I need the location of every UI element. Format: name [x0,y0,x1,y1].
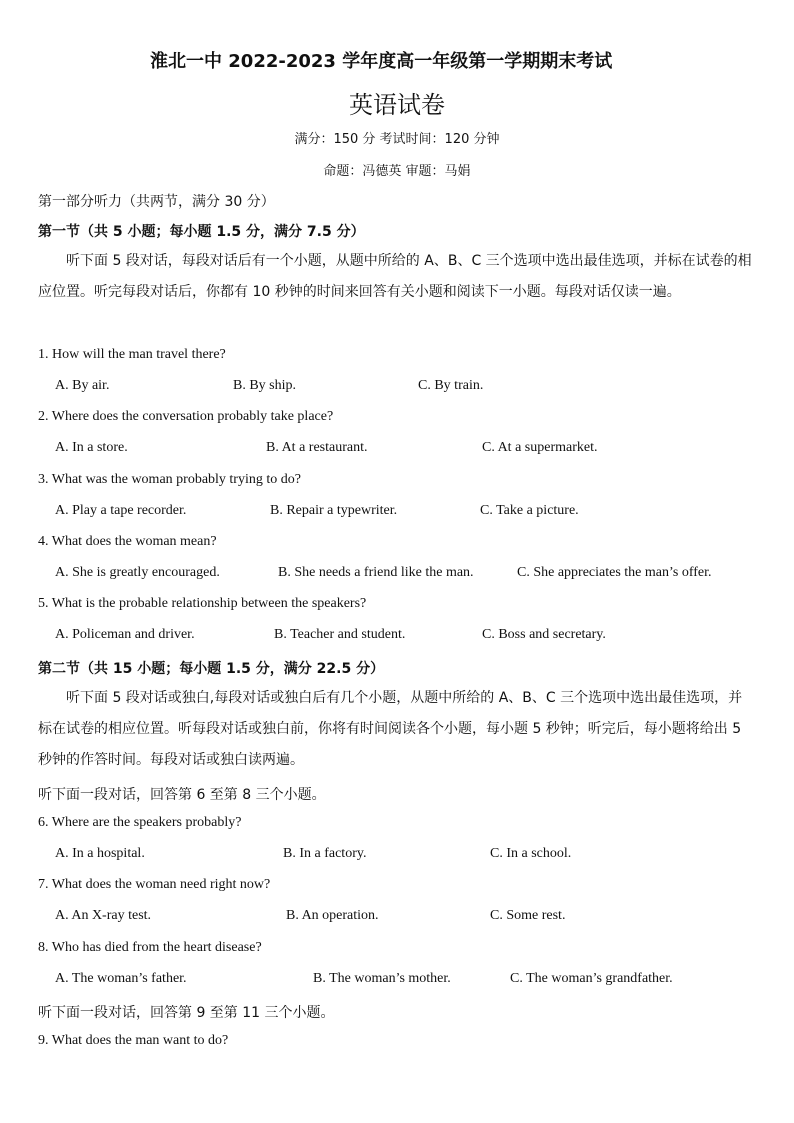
option-b: B. Repair a typewriter. [270,503,398,518]
option-a: A. The woman’s father. [55,971,187,986]
option-b: B. The woman’s mother. [313,971,451,986]
option-a: A. Play a tape recorder. [55,503,187,518]
option-b: B. At a restaurant. [266,440,368,455]
section1-instructions: 听下面 5 段对话，每段对话后有一个小题，从题中所给的 A、B、C 三个选项中选出最佳选项，并标在试卷的相应位置。听完每段对话后，你都有 10 秒钟的时间来回答有关小题和阅读下一小题。每段对话仅读一遍。 [38,253,752,300]
question-stem: 3. What was the woman probably trying to do? [38,472,301,487]
question-stem: 2. Where does the conversation probably take place? [38,409,334,424]
question-stem: 4. What does the woman mean? [38,534,217,549]
section1-heading: 第一节（共 5 小题；每小题 1.5 分，满分 7.5 分） [38,224,365,240]
question-stem: 9. What does the man want to do? [38,1033,229,1048]
exam-title: 淮北一中 2022-2023 学年度高一年级第一学期期末考试 [150,51,613,72]
score-time-line: 满分：150 分 考试时间：120 分钟 [294,132,500,147]
question-stem: 6. Where are the speakers probably? [38,815,242,830]
question-stem: 1. How will the man travel there? [38,347,226,362]
option-a: A. In a hospital. [55,846,145,861]
question-stem: 7. What does the woman need right now? [38,877,271,892]
option-c: C. Take a picture. [480,503,579,518]
question-stem: 5. What is the probable relationship between the speakers? [38,596,367,611]
option-c: C. At a supermarket. [482,440,598,455]
option-a: A. In a store. [55,440,128,455]
question-stem: 8. Who has died from the heart disease? [38,940,262,955]
part1-heading: 第一部分听力（共两节，满分 30 分） [38,194,275,210]
option-b: B. In a factory. [283,846,367,861]
section2-heading: 第二节（共 15 小题；每小题 1.5 分，满分 22.5 分） [38,661,385,677]
option-c: C. In a school. [490,846,572,861]
option-b: B. An operation. [286,908,379,923]
option-c: C. She appreciates the man’s offer. [517,565,712,580]
option-a: A. Policeman and driver. [55,627,195,642]
option-a: A. She is greatly encouraged. [55,565,220,580]
option-c: C. Boss and secretary. [482,627,606,642]
authors-line: 命题：冯德英 审题：马娟 [323,164,471,179]
option-b: B. She needs a friend like the man. [278,565,474,580]
option-b: B. Teacher and student. [274,627,406,642]
section2-instructions: 听下面 5 段对话或独白,每段对话或独白后有几个小题，从题中所给的 A、B、C 三个选项中选出最佳选项，并标在试卷的相应位置。听每段对话或独白前，你将有时间阅读各个小题，每小题 5 秒钟；听完后，每小题将给出 5 秒钟的作答时间。每段对话或独白读两遍。 [38,690,743,768]
option-c: C. The woman’s grandfather. [510,971,673,986]
option-c: C. Some rest. [490,908,566,923]
option-a: A. By air. [55,378,110,393]
dialogue-group-1: 听下面一段对话，回答第 6 至第 8 三个小题。 [38,787,326,803]
option-a: A. An X-ray test. [55,908,152,923]
subject-title: 英语试卷 [349,91,445,119]
option-b: B. By ship. [233,378,297,393]
dialogue-group-2: 听下面一段对话，回答第 9 至第 11 三个小题。 [38,1005,335,1021]
option-c: C. By train. [418,378,484,393]
